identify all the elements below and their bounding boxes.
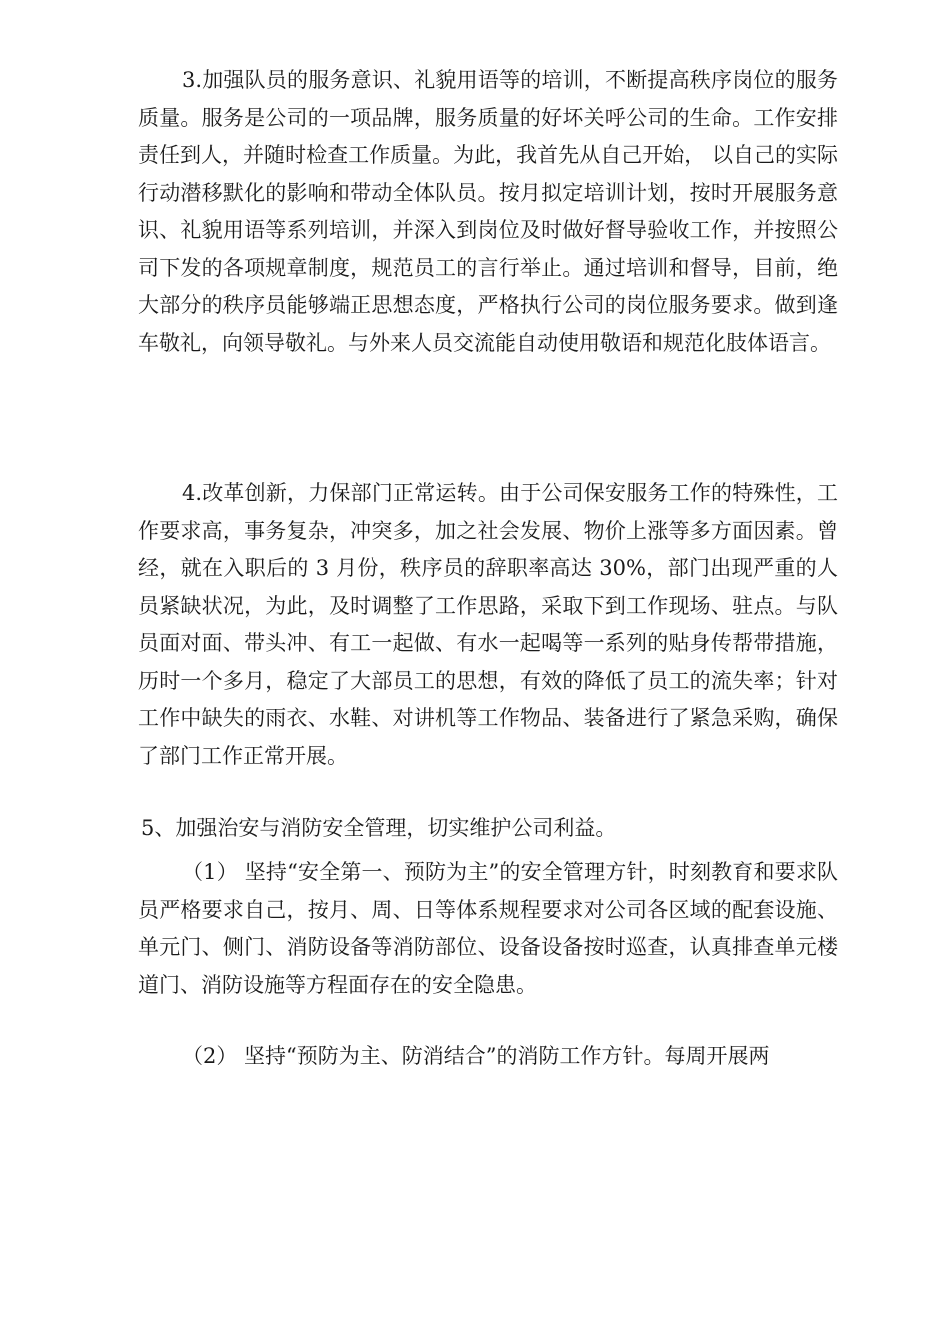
paragraph-fire-policy: （2） 坚持“预防为主、防消结合”的消防工作方针。每周开展两 (182, 1044, 770, 1068)
paragraph-security-heading: 5、加强治安与消防安全管理，切实维护公司利益。 (141, 816, 617, 840)
paragraph-safety-policy: （1） 坚持“安全第一、预防为主”的安全管理方针，时刻教育和要求队员严格要求自己，按月、周、日等体系规程要求对公司各区域的配套设施、单元门、侧门、消防设备等消防部位、设备设备按时巡查，认真排查单元楼道门、消防设施等方程面存在的安全隐患。 (138, 860, 838, 997)
paragraph-reform-innovation: 4.改革创新，力保部门正常运转。由于公司保安服务工作的特殊性，工作要求高，事务复杂，冲突多，加之社会发展、物价上涨等多方面因素。曾经，就在入职后的 3 月份，秩序员的辞职率高达 30%，部门出现严重的人员紧缺状况，为此，及时调整了工作思路，采取下到工作现场、驻点。与队员面对面、带头冲、有工一起做、有水一起喝等一系列的贴身传帮带措施，历时一个多月，稳定了大部员工的思想，有效的降低了员工的流失率；针对工作中缺失的雨衣、水鞋、对讲机等工作物品、装备进行了紧急采购，确保了部门工作正常开展。 (138, 481, 838, 768)
paragraph-service-training: 3.加强队员的服务意识、礼貌用语等的培训，不断提高秩序岗位的服务质量。服务是公司的一项品牌，服务质量的好坏关呼公司的生命。工作安排责任到人，并随时检查工作质量。为此，我首先从自己开始， 以自己的实际行动潜移默化的影响和带动全体队员。按月拟定培训计划，按时开展服务意识、礼貌用语等系列培训，并深入到岗位及时做好督导验收工作，并按照公司下发的各项规章制度，规范员工的言行举止。通过培训和督导，目前，绝大部分的秩序员能够端正思想态度，严格执行公司的岗位服务要求。做到逢车敬礼，向领导敬礼。与外来人员交流能自动使用敬语和规范化肢体语言。 (138, 68, 838, 355)
